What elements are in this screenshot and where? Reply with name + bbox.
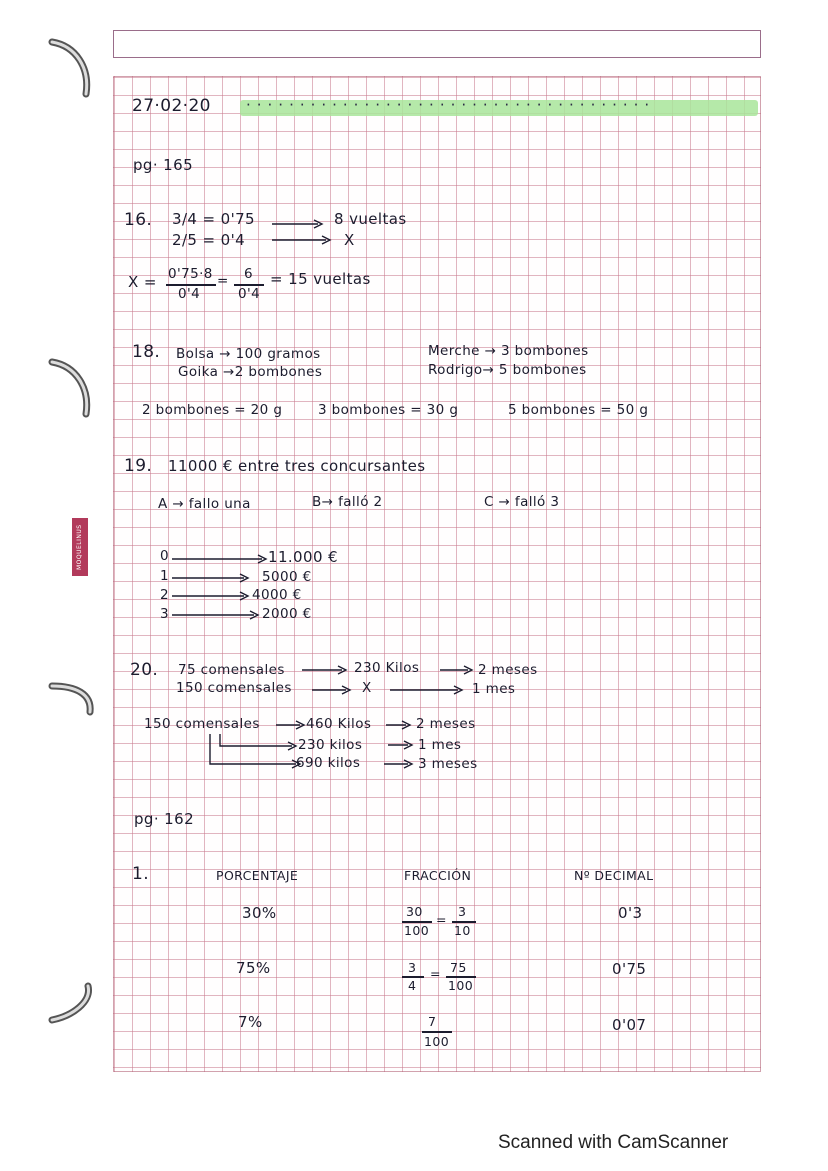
p20-l5c: 3 meses (418, 756, 478, 772)
fraction-numerator: 30 (406, 904, 423, 919)
p20-l2c: 1 mes (472, 681, 516, 697)
p16-line1-right: 8 vueltas (334, 210, 407, 228)
arrow-icon (272, 220, 324, 230)
arrow-icon (384, 760, 414, 770)
fraction-denominator: 100 (448, 978, 474, 993)
date: 27·02·20 (132, 96, 211, 116)
p20-l2b: X (362, 680, 372, 696)
p19-c: C → falló 3 (484, 494, 560, 510)
binder-ring-icon (46, 38, 98, 98)
p16-calc-x: X = (128, 273, 157, 291)
fraction-bar (422, 1031, 452, 1033)
p20-l3c: 2 meses (416, 716, 476, 732)
p20-l2a: 150 comensales (176, 680, 292, 696)
arrow-icon (276, 721, 306, 731)
arrow-icon (386, 721, 412, 731)
p19-statement: 11000 € entre tres concursantes (168, 457, 426, 475)
bracket-arrows-icon (206, 734, 302, 770)
dotted-line: ······································ (246, 96, 656, 114)
problem-20-number: 20. (130, 660, 159, 680)
p20-l4b: 230 kilos (298, 737, 363, 753)
p20-l5b: 690 kilos (296, 755, 361, 771)
p16-result: = 15 vueltas (270, 270, 371, 288)
row-decimal: 0'07 (612, 1016, 647, 1034)
problem-16-number: 16. (124, 210, 153, 230)
binder-ring-icon (46, 358, 98, 418)
p16-line2-right: X (344, 231, 355, 249)
p18-rodrigo: Rodrigo→ 5 bombones (428, 362, 587, 378)
arrow-icon (312, 686, 352, 696)
arrow-icon (172, 555, 268, 565)
p20-l1b: 230 Kilos (354, 660, 420, 676)
fraction-numerator: 75 (450, 960, 467, 975)
row-percentage: 30% (242, 904, 277, 922)
arrow-icon (172, 592, 250, 602)
arrow-icon (440, 666, 474, 676)
p18-eq1: 2 bombones = 20 g (142, 402, 283, 418)
arrow-icon (390, 686, 464, 696)
binder-rings (0, 0, 110, 1171)
p19-row-key: 0 (160, 548, 169, 564)
fraction-equals: = (436, 912, 447, 927)
p18-eq2: 3 bombones = 30 g (318, 402, 459, 418)
p19-row-key: 1 (160, 568, 169, 584)
fraction-numerator: 3 (458, 904, 467, 919)
p20-l1a: 75 comensales (178, 662, 285, 678)
table-problem-number: 1. (132, 864, 150, 884)
p20-l3b: 460 Kilos (306, 716, 372, 732)
p19-row-value: 2000 € (262, 606, 312, 622)
p18-eq3: 5 bombones = 50 g (508, 402, 649, 418)
p18-goika: Goika →2 bombones (178, 364, 323, 380)
row-percentage: 75% (236, 959, 271, 977)
p19-row-key: 2 (160, 587, 169, 603)
fraction-denominator: 100 (424, 1034, 450, 1049)
fraction-denominator: 4 (408, 978, 417, 993)
header-percentage: PORCENTAJE (216, 868, 299, 883)
page-ref-165: pg· 165 (133, 156, 194, 174)
arrow-icon (388, 741, 414, 751)
problem-19-number: 19. (124, 456, 153, 476)
fraction-denominator: 100 (404, 923, 430, 938)
page-ref-162: pg· 162 (134, 810, 195, 828)
p20-l1c: 2 meses (478, 662, 538, 678)
binder-ring-icon (46, 672, 98, 732)
row-percentage: 7% (238, 1013, 263, 1031)
header-box (113, 30, 761, 58)
arrow-icon (272, 236, 332, 246)
brand-logo: MOQUELINUS (72, 518, 88, 576)
arrow-icon (302, 666, 348, 676)
header-fraction: FRACCIÓN (404, 868, 472, 883)
arrow-icon (172, 574, 250, 584)
fraction-numerator: 3 (408, 960, 417, 975)
p18-merche: Merche → 3 bombones (428, 343, 589, 359)
p16-frac2-num: 6 (244, 266, 253, 282)
p16-frac1-den: 0'4 (178, 286, 201, 302)
p16-line2-left: 2/5 = 0'4 (172, 231, 246, 249)
p19-row-value: 5000 € (262, 569, 312, 585)
p20-l4c: 1 mes (418, 737, 462, 753)
p16-frac1-num: 0'75·8 (168, 266, 213, 282)
p19-a: A → fallo una (158, 496, 251, 512)
fraction-denominator: 10 (454, 923, 471, 938)
p19-row-key: 3 (160, 606, 169, 622)
p19-row-value: 11.000 € (268, 548, 338, 566)
p20-l3a: 150 comensales (144, 716, 260, 732)
p16-frac2-den: 0'4 (238, 286, 261, 302)
header-decimal: Nº DECIMAL (574, 868, 654, 883)
row-decimal: 0'3 (618, 904, 643, 922)
p19-b: B→ falló 2 (312, 494, 383, 510)
arrow-icon (172, 611, 260, 621)
p19-row-value: 4000 € (252, 587, 302, 603)
p16-line1-left: 3/4 = 0'75 (172, 210, 255, 228)
scanner-watermark: Scanned with CamScanner (498, 1132, 729, 1153)
p18-bolsa: Bolsa → 100 gramos (176, 346, 321, 362)
problem-18-number: 18. (132, 342, 161, 362)
fraction-equals: = (430, 966, 441, 981)
binder-ring-icon (46, 980, 98, 1040)
row-decimal: 0'75 (612, 960, 647, 978)
fraction-numerator: 7 (428, 1014, 437, 1029)
